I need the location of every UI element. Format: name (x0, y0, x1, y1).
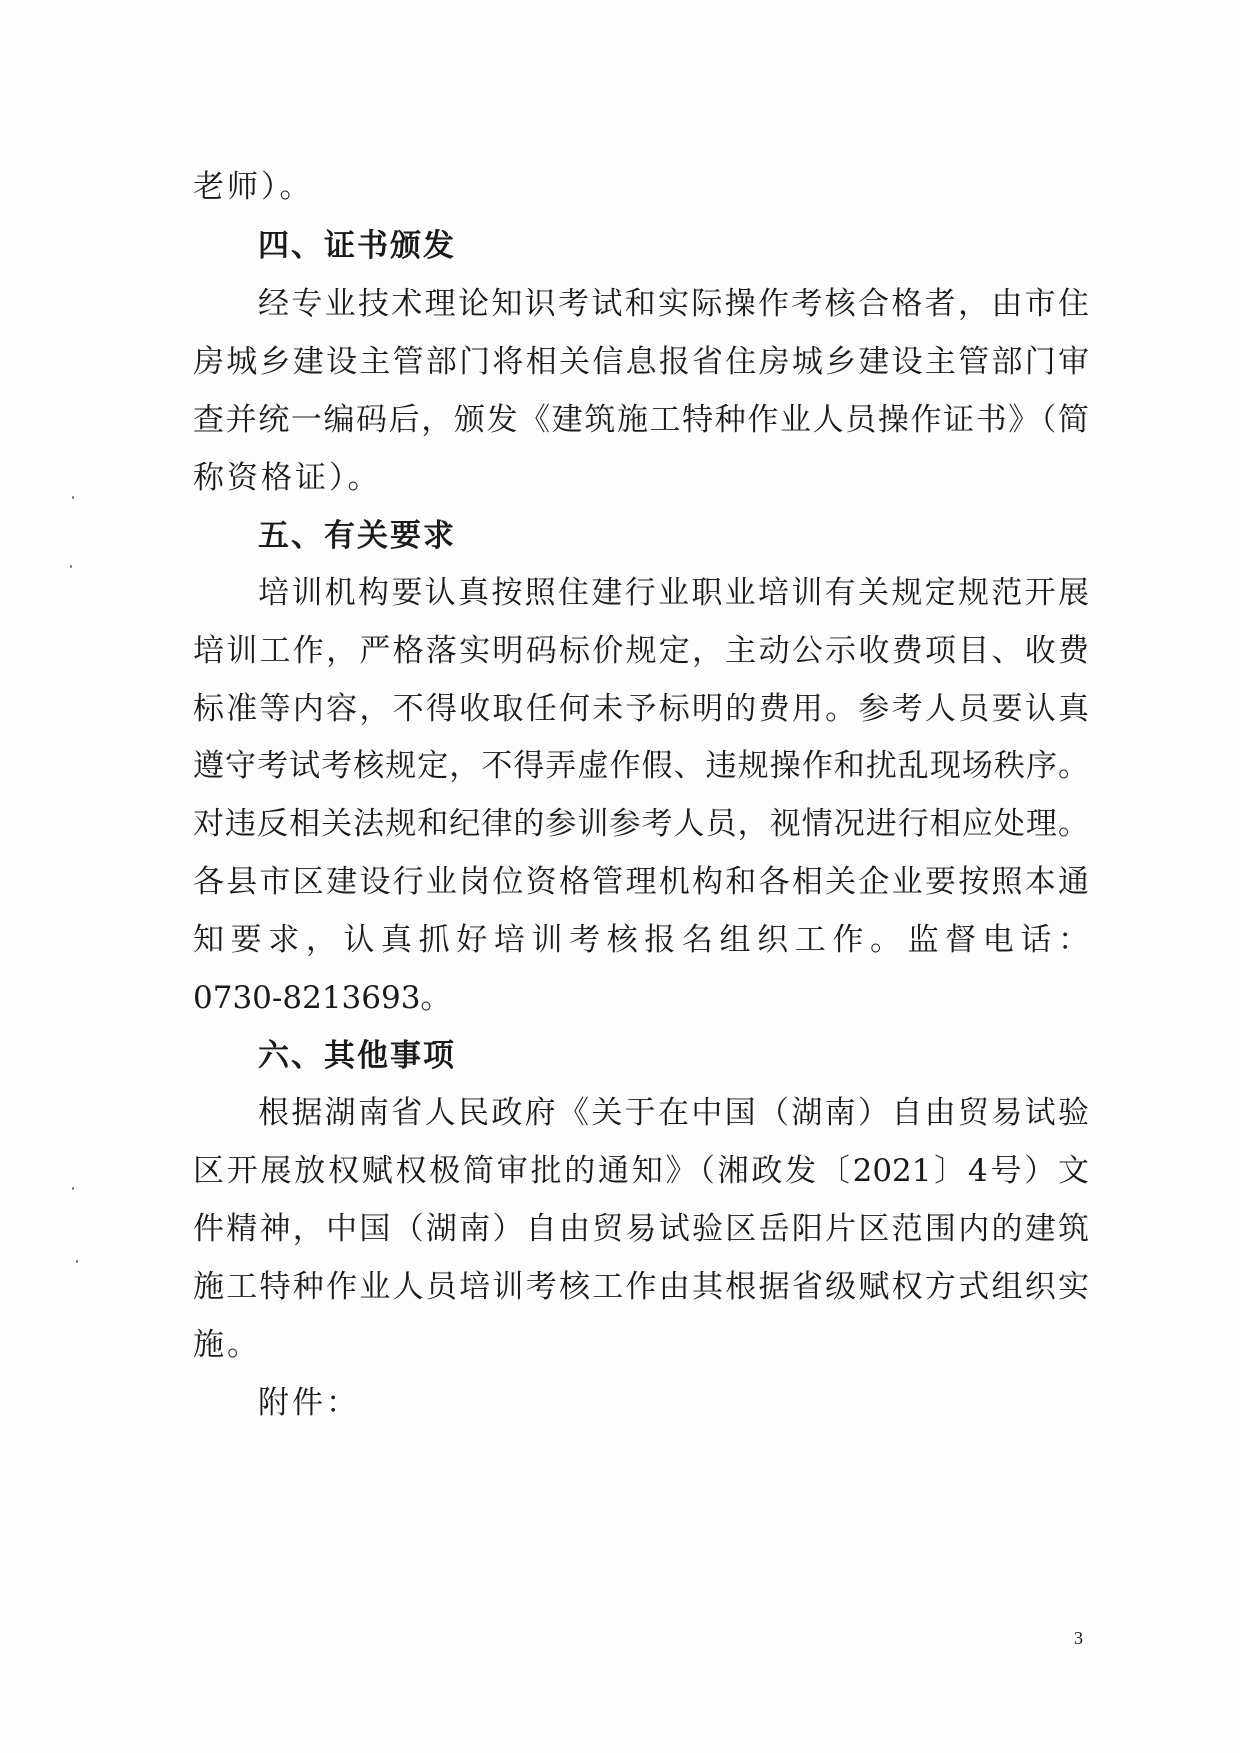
body-text-line: 件精神，中国（湖南）自由贸易试验区岳阳片区范围内的建筑 (193, 1211, 1089, 1247)
body-text-line: 培训机构要认真按照住建行业职业培训有关规定规范开展 (258, 575, 1089, 611)
body-text-line: 各县市区建设行业岗位资格管理机构和各相关企业要按照本通 (193, 864, 1089, 900)
scan-speck (70, 565, 72, 568)
body-text-line: 知要求，认真抓好培训考核报名组织工作。监督电话： (193, 922, 1089, 958)
section-heading-certificate-issuance: 四、证书颁发 (258, 228, 456, 264)
body-text-line: 经专业技术理论知识考试和实际操作考核合格者，由市住 (258, 286, 1089, 322)
body-text-line: 查并统一编码后，颁发《建筑施工特种作业人员操作证书》（简 (193, 402, 1089, 438)
body-text-line: 施。 (193, 1327, 261, 1363)
body-text-line: 称资格证）。 (193, 460, 382, 496)
body-text-line: 施工特种作业人员培训考核工作由其根据省级赋权方式组织实 (193, 1269, 1089, 1305)
body-text-line: 培训工作，严格落实明码标价规定，主动公示收费项目、收费 (193, 633, 1089, 669)
scan-speck (72, 496, 74, 499)
section-heading-requirements: 五、有关要求 (258, 518, 456, 554)
supervision-phone-number: 0730-8213693。 (193, 980, 452, 1016)
page-number: 3 (1074, 1628, 1083, 1648)
body-text-line: 对违反相关法规和纪律的参训参考人员，视情况进行相应处理。 (193, 806, 1089, 842)
body-text-line: 根据湖南省人民政府《关于在中国（湖南）自由贸易试验 (258, 1095, 1089, 1131)
section-heading-other-matters: 六、其他事项 (258, 1038, 456, 1074)
body-text-line: 老师）。 (193, 169, 314, 205)
scan-speck (76, 1260, 78, 1263)
attachments-label: 附件： (258, 1385, 360, 1421)
body-text-line: 遵守考试考核规定，不得弄虚作假、违规操作和扰乱现场秩序。 (193, 748, 1089, 784)
body-text-line: 房城乡建设主管部门将相关信息报省住房城乡建设主管部门审 (193, 344, 1089, 380)
body-text-line: 标准等内容，不得收取任何未予标明的费用。参考人员要认真 (193, 691, 1089, 727)
body-text-line: 区开展放权赋权极简审批的通知》（湘政发〔2021〕4号）文 (193, 1153, 1089, 1189)
scan-speck (72, 1187, 74, 1190)
